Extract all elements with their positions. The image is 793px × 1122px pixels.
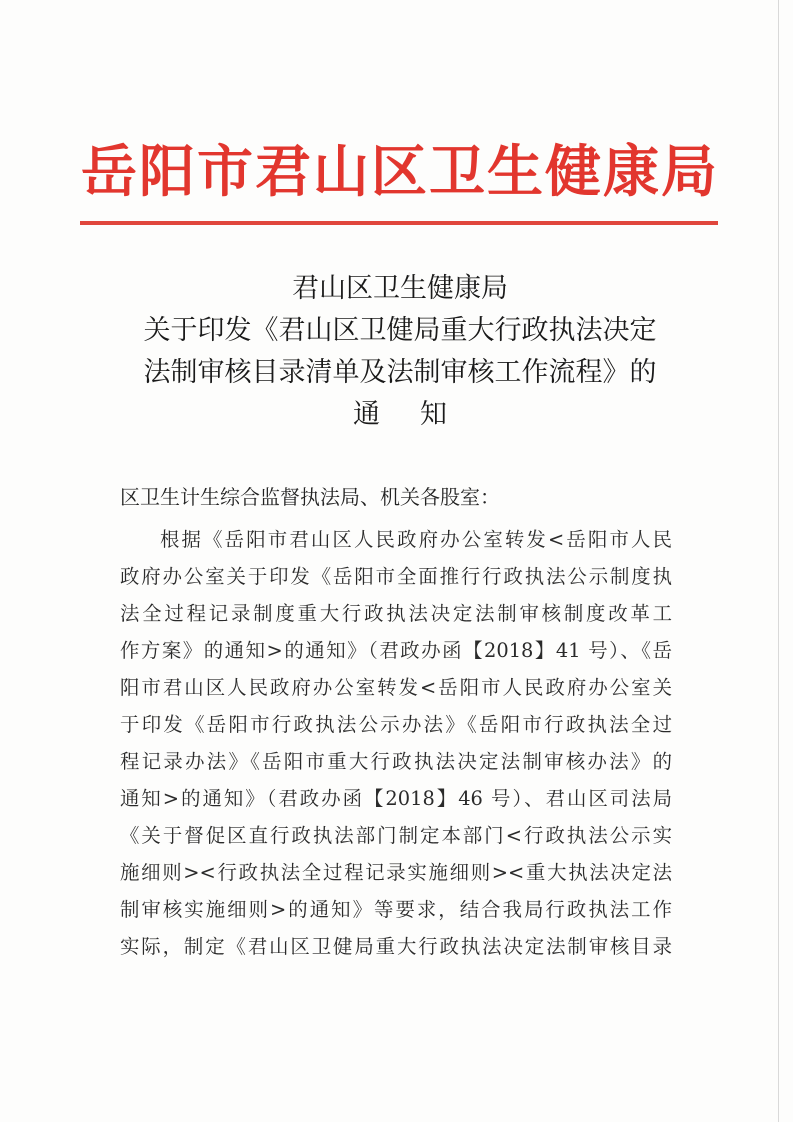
body-line: 通知>的通知》（君政办函【2018】46 号）、君山区司法局 [120, 787, 672, 810]
body-line: 施细则><行政执法全过程记录实施细则><重大执法决定法 [120, 861, 672, 884]
body-line: 程记录办法》《岳阳市重大行政执法决定法制审核办法》的 [120, 750, 672, 773]
salutation: 区卫生计生综合监督执法局、机关各股室： [120, 485, 500, 509]
body-line: 于印发《岳阳市行政执法公示办法》《岳阳市行政执法全过 [120, 713, 672, 736]
body-line: 《关于督促区直行政执法部门制定本部门<行政执法公示实 [120, 824, 672, 847]
body-line: 阳市君山区人民政府办公室转发<岳阳市人民政府办公室关 [120, 676, 672, 699]
header-red-rule [80, 221, 718, 225]
document-title-line-3: 法制审核目录清单及法制审核工作流程》的 [143, 357, 657, 388]
body-line: 作方案》的通知>的通知》（君政办函【2018】41 号）、《岳 [120, 639, 672, 662]
document-title-line-2: 关于印发《君山区卫健局重大行政执法决定 [143, 315, 657, 346]
body-line: 制审核实施细则>的通知》等要求，结合我局行政执法工作 [120, 898, 672, 921]
document-title [80, 268, 720, 436]
scan-edge-shadow [778, 0, 779, 1122]
body-line: 根据《岳阳市君山区人民政府办公室转发<岳阳市人民 [160, 528, 672, 551]
body-line: 实际，制定《君山区卫健局重大行政执法决定法制审核目录 [120, 935, 672, 958]
body-line: 法全过程记录制度重大行政执法决定法制审核制度改革工 [120, 602, 672, 625]
document-title-notice: 通知 [353, 399, 487, 430]
document-title-line-1: 君山区卫生健康局 [292, 273, 508, 304]
body-line: 政府办公室关于印发《岳阳市全面推行行政执法公示制度执 [120, 565, 672, 588]
issuing-agency-header: 岳阳市君山区卫生健康局 [81, 139, 719, 205]
body-paragraph [120, 521, 672, 965]
